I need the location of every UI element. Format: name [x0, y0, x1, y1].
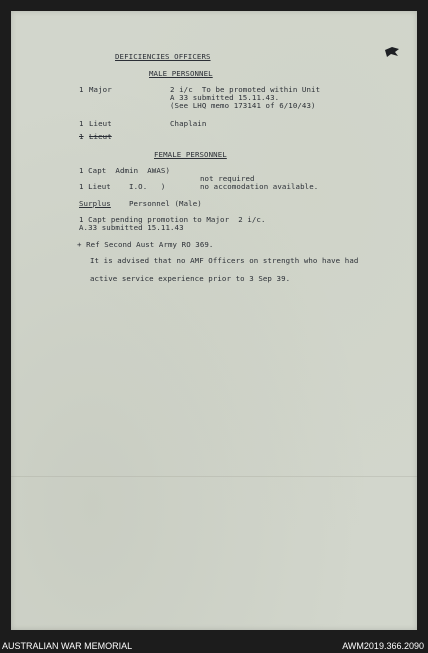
ref-line: + Ref Second Aust Army RO 369. [77, 240, 214, 249]
page-title: DEFICIENCIES OFFICERS [115, 52, 211, 61]
female-row-1: 1 Capt Admin AWAS) [79, 166, 170, 175]
surplus-word: Surplus [79, 199, 111, 208]
document-page [11, 11, 417, 630]
male-heading: MALE PERSONNEL [149, 69, 213, 78]
male-note-1b: A 33 submitted 15.11.43. [170, 93, 280, 102]
advice-line-1: It is advised that no AMF Officers on strength who have had [90, 256, 359, 265]
female-heading: FEMALE PERSONNEL [154, 150, 227, 159]
footer-right: AWM2019.366.2090 [342, 641, 424, 651]
male-qty-2: 1 [79, 119, 84, 128]
male-rank-3: Lieut [89, 132, 112, 141]
male-note-2: Chaplain [170, 119, 207, 128]
footer-left: AUSTRALIAN WAR MEMORIAL [2, 641, 133, 651]
male-qty-3: 1 [79, 132, 84, 141]
surplus-line-2: A.33 submitted 15.11.43 [79, 223, 184, 232]
male-note-1a: 2 i/c To be promoted within Unit [170, 85, 321, 94]
female-note-1: not required [200, 174, 255, 183]
female-row-2: 1 Lieut I.O. ) [79, 182, 166, 191]
male-qty-1: 1 [79, 85, 84, 94]
advice-line-2: active service experience prior to 3 Sep 39. [90, 274, 291, 283]
surplus-heading: Personnel (Male) [129, 199, 202, 208]
ink-mark-icon [384, 46, 400, 58]
surplus-line-1: 1 Capt pending promotion to Major 2 i/c. [79, 215, 266, 224]
male-note-1c: (See LHQ memo 173141 of 6/10/43) [170, 101, 316, 110]
fold-line [11, 476, 417, 477]
male-rank-1: Major [89, 85, 112, 94]
female-note-2: no accomodation available. [200, 182, 319, 191]
male-rank-2: Lieut [89, 119, 112, 128]
